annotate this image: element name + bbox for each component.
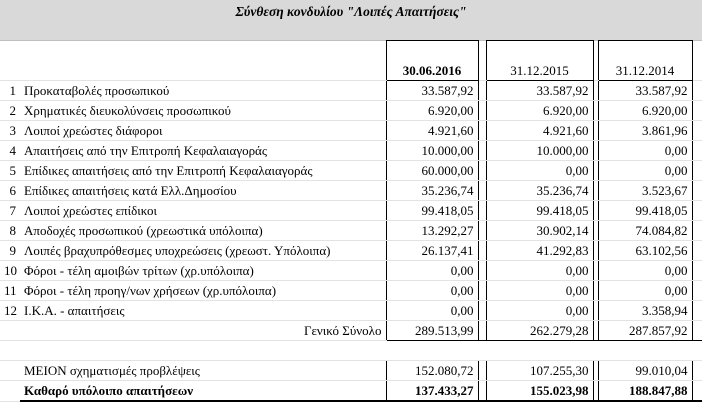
header-row (0, 41, 702, 81)
value-col-3: 99.418,05 (598, 201, 692, 221)
value-col-3: 3.523,67 (598, 181, 692, 201)
table-row (0, 81, 702, 101)
row-label: Καθαρό υπόλοιπο απαιτήσεων (20, 381, 386, 402)
row-number: 12 (0, 301, 20, 321)
table-row (0, 201, 702, 221)
row-number (0, 361, 20, 381)
value-col-1: 0,00 (386, 261, 478, 281)
header-col-3: 31.12.2014 (598, 41, 692, 81)
header-col-2: 31.12.2015 (486, 41, 593, 81)
value-col-2: 6.920,00 (486, 101, 593, 121)
value-col-1: 4.921,60 (386, 121, 478, 141)
value-col-3: 0,00 (598, 261, 692, 281)
table-row (0, 301, 702, 321)
value-col-2: 0,00 (486, 161, 593, 181)
row-label: Χρηματικές διευκολύνσεις προσωπικού (20, 101, 386, 121)
spacer-row (0, 341, 702, 361)
row-label: Λοιποί χρεώστες επίδικοι (20, 201, 386, 221)
row-number: 2 (0, 101, 20, 121)
receivables-table (0, 40, 702, 402)
value-col-3: 6.920,00 (598, 101, 692, 121)
value-col-3: 0,00 (598, 161, 692, 181)
table-row (0, 241, 702, 261)
row-label: Επίδικες απαιτήσεις κατά Ελλ.Δημοσίου (20, 181, 386, 201)
table-row (0, 221, 702, 241)
row-number (0, 381, 20, 402)
row-number: 11 (0, 281, 20, 301)
value-col-2: 0,00 (486, 281, 593, 301)
value-col-2: 4.921,60 (486, 121, 593, 141)
row-label: Επίδικες απαιτήσεις από την Επιτροπή Κεφαλαιαγοράς (20, 161, 386, 181)
row-label: Λοιπές βραχυπρόθεσμες υποχρεώσεις (χρεωστ. Υπόλοιπα) (20, 241, 386, 261)
value-col-3: 3.358,94 (598, 301, 692, 321)
row-label: Ι.Κ.Α. - απαιτήσεις (20, 301, 386, 321)
value-col-1: 137.433,27 (386, 381, 478, 402)
value-col-3: 74.084,82 (598, 221, 692, 241)
value-col-3: 3.861,96 (598, 121, 692, 141)
value-col-2: 262.279,28 (486, 321, 593, 341)
row-number: 3 (0, 121, 20, 141)
table-title: Σύνθεση κονδυλίου "Λοιπές Απαιτήσεις" (235, 4, 467, 19)
row-number: 1 (0, 81, 20, 101)
value-col-2: 30.902,14 (486, 221, 593, 241)
row-number: 5 (0, 161, 20, 181)
value-col-3: 287.857,92 (598, 321, 692, 341)
value-col-1: 289.513,99 (386, 321, 478, 341)
value-col-1: 13.292,27 (386, 221, 478, 241)
table-row (0, 101, 702, 121)
value-col-1: 35.236,74 (386, 181, 478, 201)
provisions-row (0, 361, 702, 381)
row-label: Φόροι - τέλη προηγ/νων χρήσεων (χρ.υπόλοιπα) (20, 281, 386, 301)
table-row (0, 281, 702, 301)
value-col-3: 99.010,04 (598, 361, 692, 381)
value-col-2: 35.236,74 (486, 181, 593, 201)
value-col-2: 33.587,92 (486, 81, 593, 101)
row-number: 4 (0, 141, 20, 161)
title-band (0, 0, 702, 41)
row-label: Προκαταβολές προσωπικού (20, 81, 386, 101)
value-col-2: 99.418,05 (486, 201, 593, 221)
table-row (0, 261, 702, 281)
value-col-1: 99.418,05 (386, 201, 478, 221)
value-col-1: 33.587,92 (386, 81, 478, 101)
value-col-1: 60.000,00 (386, 161, 478, 181)
row-number (0, 321, 20, 341)
value-col-3: 0,00 (598, 281, 692, 301)
value-col-1: 10.000,00 (386, 141, 478, 161)
table-row (0, 161, 702, 181)
value-col-2: 155.023,98 (486, 381, 593, 402)
row-label: Φόροι - τέλη αμοιβών τρίτων (χρ.υπόλοιπα) (20, 261, 386, 281)
value-col-1: 152.080,72 (386, 361, 478, 381)
value-col-1: 0,00 (386, 301, 478, 321)
row-label: Απαιτήσεις από την Επιτροπή Κεφαλαιαγοράς (20, 141, 386, 161)
value-col-3: 33.587,92 (598, 81, 692, 101)
row-label: Αποδοχές προσωπικού (χρεωστικά υπόλοιπα) (20, 221, 386, 241)
net-balance-row (0, 381, 702, 402)
row-label: ΜΕΙΟΝ σχηματισμές προβλέψεις (20, 361, 386, 381)
value-col-2: 41.292,83 (486, 241, 593, 261)
value-col-2: 107.255,30 (486, 361, 593, 381)
table-row (0, 121, 702, 141)
row-number: 6 (0, 181, 20, 201)
row-number: 8 (0, 221, 20, 241)
row-label: Γενικό Σύνολο (20, 321, 386, 341)
table-row (0, 141, 702, 161)
value-col-1: 0,00 (386, 281, 478, 301)
total-row (0, 321, 702, 341)
value-col-1: 6.920,00 (386, 101, 478, 121)
value-col-1: 26.137,41 (386, 241, 478, 261)
value-col-2: 0,00 (486, 261, 593, 281)
value-col-3: 188.847,88 (598, 381, 692, 402)
row-number: 9 (0, 241, 20, 261)
row-number: 10 (0, 261, 20, 281)
row-number: 7 (0, 201, 20, 221)
value-col-2: 10.000,00 (486, 141, 593, 161)
header-col-1: 30.06.2016 (386, 41, 478, 81)
row-label: Λοιποί χρεώστες διάφοροι (20, 121, 386, 141)
value-col-3: 63.102,56 (598, 241, 692, 261)
table-row (0, 181, 702, 201)
value-col-3: 0,00 (598, 141, 692, 161)
value-col-2: 0,00 (486, 301, 593, 321)
